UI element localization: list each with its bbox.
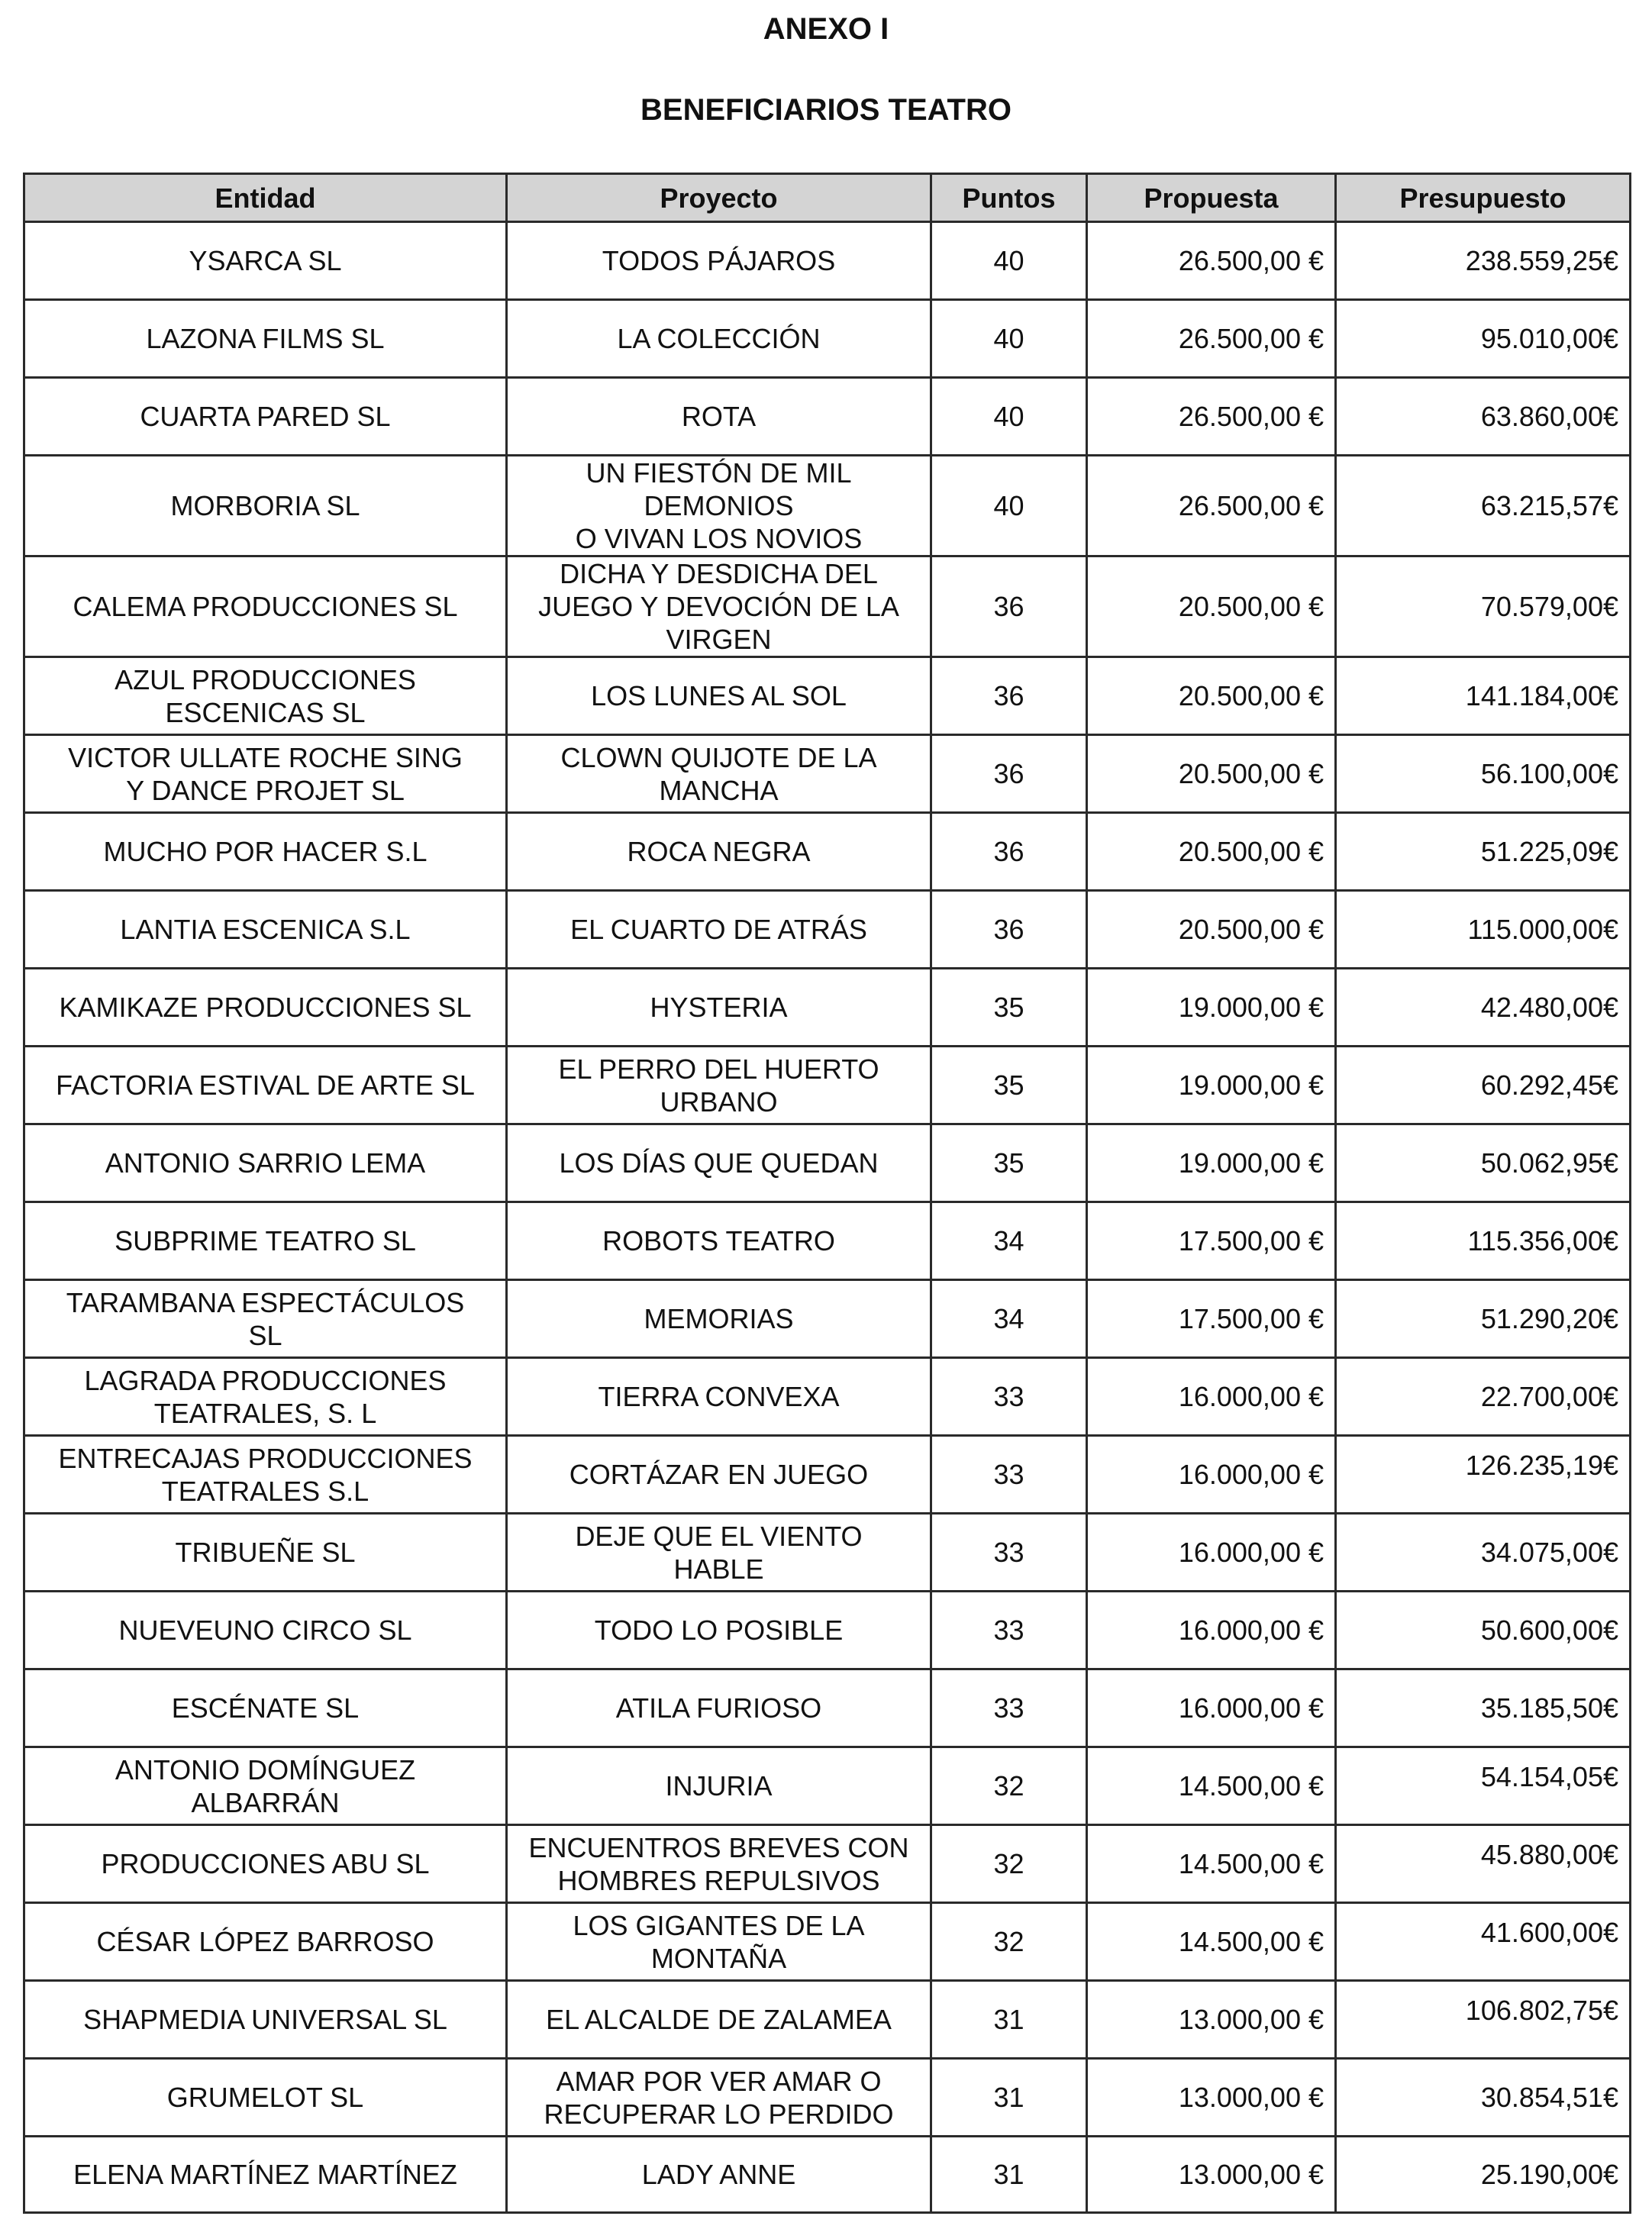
table-row bbox=[24, 891, 1631, 969]
entidad-cell: ANTONIO DOMÍNGUEZ ALBARRÁN bbox=[24, 1747, 507, 1825]
presupuesto-cell: 126.235,19€ bbox=[1336, 1436, 1631, 1514]
presupuesto-cell: 51.225,09€ bbox=[1336, 813, 1631, 891]
proyecto-cell: EL PERRO DEL HUERTO URBANO bbox=[507, 1047, 931, 1124]
entidad-cell: CUARTA PARED SL bbox=[24, 378, 507, 456]
propuesta-cell: 20.500,00 € bbox=[1087, 813, 1336, 891]
presupuesto-cell: 95.010,00€ bbox=[1336, 300, 1631, 378]
column-header-propuesta: Propuesta bbox=[1087, 174, 1336, 222]
table-row bbox=[24, 1825, 1631, 1903]
entidad-cell: NUEVEUNO CIRCO SL bbox=[24, 1592, 507, 1669]
puntos-cell: 35 bbox=[931, 969, 1087, 1047]
entidad-cell: ELENA MARTÍNEZ MARTÍNEZ bbox=[24, 2137, 507, 2213]
table-row bbox=[24, 1358, 1631, 1436]
presupuesto-cell: 22.700,00€ bbox=[1336, 1358, 1631, 1436]
proyecto-cell: LOS DÍAS QUE QUEDAN bbox=[507, 1124, 931, 1202]
puntos-cell: 32 bbox=[931, 1825, 1087, 1903]
puntos-cell: 33 bbox=[931, 1592, 1087, 1669]
proyecto-cell: EL ALCALDE DE ZALAMEA bbox=[507, 1981, 931, 2059]
propuesta-cell: 19.000,00 € bbox=[1087, 1047, 1336, 1124]
presupuesto-cell: 106.802,75€ bbox=[1336, 1981, 1631, 2059]
table-row bbox=[24, 1669, 1631, 1747]
table-row bbox=[24, 2059, 1631, 2137]
entidad-cell: CÉSAR LÓPEZ BARROSO bbox=[24, 1903, 507, 1981]
presupuesto-cell: 60.292,45€ bbox=[1336, 1047, 1631, 1124]
table-row bbox=[24, 2137, 1631, 2213]
proyecto-cell: ROCA NEGRA bbox=[507, 813, 931, 891]
propuesta-cell: 26.500,00 € bbox=[1087, 378, 1336, 456]
entidad-cell: ANTONIO SARRIO LEMA bbox=[24, 1124, 507, 1202]
entidad-cell: LAZONA FILMS SL bbox=[24, 300, 507, 378]
propuesta-cell: 16.000,00 € bbox=[1087, 1358, 1336, 1436]
proyecto-cell: CORTÁZAR EN JUEGO bbox=[507, 1436, 931, 1514]
entidad-cell: AZUL PRODUCCIONES ESCENICAS SL bbox=[24, 657, 507, 735]
table-row bbox=[24, 1514, 1631, 1592]
presupuesto-cell: 141.184,00€ bbox=[1336, 657, 1631, 735]
presupuesto-cell: 50.600,00€ bbox=[1336, 1592, 1631, 1669]
presupuesto-cell: 54.154,05€ bbox=[1336, 1747, 1631, 1825]
presupuesto-cell: 35.185,50€ bbox=[1336, 1669, 1631, 1747]
puntos-cell: 36 bbox=[931, 891, 1087, 969]
puntos-cell: 31 bbox=[931, 2059, 1087, 2137]
entidad-cell: SUBPRIME TEATRO SL bbox=[24, 1202, 507, 1280]
table-row bbox=[24, 969, 1631, 1047]
propuesta-cell: 16.000,00 € bbox=[1087, 1436, 1336, 1514]
column-header-proyecto: Proyecto bbox=[507, 174, 931, 222]
entidad-cell: TARAMBANA ESPECTÁCULOS SL bbox=[24, 1280, 507, 1358]
propuesta-cell: 26.500,00 € bbox=[1087, 456, 1336, 556]
presupuesto-cell: 238.559,25€ bbox=[1336, 222, 1631, 300]
entidad-cell: YSARCA SL bbox=[24, 222, 507, 300]
presupuesto-cell: 50.062,95€ bbox=[1336, 1124, 1631, 1202]
proyecto-cell: ROTA bbox=[507, 378, 931, 456]
table-row bbox=[24, 378, 1631, 456]
proyecto-cell: MEMORIAS bbox=[507, 1280, 931, 1358]
proyecto-cell: AMAR POR VER AMAR O RECUPERAR LO PERDIDO bbox=[507, 2059, 931, 2137]
propuesta-cell: 19.000,00 € bbox=[1087, 1124, 1336, 1202]
document-subtitle: BENEFICIARIOS TEATRO bbox=[640, 93, 1012, 127]
entidad-cell: GRUMELOT SL bbox=[24, 2059, 507, 2137]
puntos-cell: 36 bbox=[931, 735, 1087, 813]
propuesta-cell: 14.500,00 € bbox=[1087, 1903, 1336, 1981]
puntos-cell: 33 bbox=[931, 1669, 1087, 1747]
entidad-cell: LANTIA ESCENICA S.L bbox=[24, 891, 507, 969]
puntos-cell: 31 bbox=[931, 2137, 1087, 2213]
presupuesto-cell: 25.190,00€ bbox=[1336, 2137, 1631, 2213]
propuesta-cell: 16.000,00 € bbox=[1087, 1592, 1336, 1669]
proyecto-cell: UN FIESTÓN DE MIL DEMONIOS O VIVAN LOS NOVIOS bbox=[507, 456, 931, 556]
presupuesto-cell: 30.854,51€ bbox=[1336, 2059, 1631, 2137]
table-row bbox=[24, 1280, 1631, 1358]
table-row bbox=[24, 1436, 1631, 1514]
table-row bbox=[24, 1202, 1631, 1280]
table-row bbox=[24, 300, 1631, 378]
entidad-cell: SHAPMEDIA UNIVERSAL SL bbox=[24, 1981, 507, 2059]
proyecto-cell: LADY ANNE bbox=[507, 2137, 931, 2213]
proyecto-cell: TIERRA CONVEXA bbox=[507, 1358, 931, 1436]
entidad-cell: ESCÉNATE SL bbox=[24, 1669, 507, 1747]
proyecto-cell: DICHA Y DESDICHA DEL JUEGO Y DEVOCIÓN DE LA VIRGEN bbox=[507, 556, 931, 657]
propuesta-cell: 14.500,00 € bbox=[1087, 1747, 1336, 1825]
presupuesto-cell: 63.215,57€ bbox=[1336, 456, 1631, 556]
presupuesto-cell: 45.880,00€ bbox=[1336, 1825, 1631, 1903]
table-row bbox=[24, 1747, 1631, 1825]
table-row bbox=[24, 1047, 1631, 1124]
puntos-cell: 31 bbox=[931, 1981, 1087, 2059]
proyecto-cell: HYSTERIA bbox=[507, 969, 931, 1047]
propuesta-cell: 19.000,00 € bbox=[1087, 969, 1336, 1047]
propuesta-cell: 14.500,00 € bbox=[1087, 1825, 1336, 1903]
proyecto-cell: LOS GIGANTES DE LA MONTAÑA bbox=[507, 1903, 931, 1981]
proyecto-cell: LA COLECCIÓN bbox=[507, 300, 931, 378]
column-header-puntos: Puntos bbox=[931, 174, 1087, 222]
table-row bbox=[24, 1592, 1631, 1669]
column-header-presupuesto: Presupuesto bbox=[1336, 174, 1631, 222]
propuesta-cell: 17.500,00 € bbox=[1087, 1202, 1336, 1280]
puntos-cell: 36 bbox=[931, 556, 1087, 657]
column-header-entidad: Entidad bbox=[24, 174, 507, 222]
entidad-cell: CALEMA PRODUCCIONES SL bbox=[24, 556, 507, 657]
puntos-cell: 32 bbox=[931, 1903, 1087, 1981]
presupuesto-cell: 70.579,00€ bbox=[1336, 556, 1631, 657]
entidad-cell: VICTOR ULLATE ROCHE SING Y DANCE PROJET SL bbox=[24, 735, 507, 813]
proyecto-cell: CLOWN QUIJOTE DE LA MANCHA bbox=[507, 735, 931, 813]
propuesta-cell: 26.500,00 € bbox=[1087, 300, 1336, 378]
entidad-cell: TRIBUEÑE SL bbox=[24, 1514, 507, 1592]
table-row bbox=[24, 222, 1631, 300]
propuesta-cell: 20.500,00 € bbox=[1087, 735, 1336, 813]
presupuesto-cell: 51.290,20€ bbox=[1336, 1280, 1631, 1358]
puntos-cell: 40 bbox=[931, 456, 1087, 556]
puntos-cell: 34 bbox=[931, 1280, 1087, 1358]
propuesta-cell: 26.500,00 € bbox=[1087, 222, 1336, 300]
propuesta-cell: 13.000,00 € bbox=[1087, 2059, 1336, 2137]
propuesta-cell: 20.500,00 € bbox=[1087, 556, 1336, 657]
entidad-cell: MORBORIA SL bbox=[24, 456, 507, 556]
puntos-cell: 40 bbox=[931, 378, 1087, 456]
proyecto-cell: INJURIA bbox=[507, 1747, 931, 1825]
puntos-cell: 40 bbox=[931, 300, 1087, 378]
entidad-cell: MUCHO POR HACER S.L bbox=[24, 813, 507, 891]
table-row bbox=[24, 456, 1631, 556]
proyecto-cell: TODO LO POSIBLE bbox=[507, 1592, 931, 1669]
puntos-cell: 32 bbox=[931, 1747, 1087, 1825]
entidad-cell: FACTORIA ESTIVAL DE ARTE SL bbox=[24, 1047, 507, 1124]
table-row bbox=[24, 1981, 1631, 2059]
presupuesto-cell: 56.100,00€ bbox=[1336, 735, 1631, 813]
propuesta-cell: 20.500,00 € bbox=[1087, 891, 1336, 969]
propuesta-cell: 13.000,00 € bbox=[1087, 1981, 1336, 2059]
entidad-cell: KAMIKAZE PRODUCCIONES SL bbox=[24, 969, 507, 1047]
propuesta-cell: 17.500,00 € bbox=[1087, 1280, 1336, 1358]
table-row bbox=[24, 556, 1631, 657]
beneficiaries-table bbox=[23, 173, 1631, 2214]
proyecto-cell: TODOS PÁJAROS bbox=[507, 222, 931, 300]
proyecto-cell: ENCUENTROS BREVES CON HOMBRES REPULSIVOS bbox=[507, 1825, 931, 1903]
puntos-cell: 36 bbox=[931, 657, 1087, 735]
propuesta-cell: 16.000,00 € bbox=[1087, 1669, 1336, 1747]
entidad-cell: LAGRADA PRODUCCIONES TEATRALES, S. L bbox=[24, 1358, 507, 1436]
puntos-cell: 33 bbox=[931, 1514, 1087, 1592]
proyecto-cell: DEJE QUE EL VIENTO HABLE bbox=[507, 1514, 931, 1592]
puntos-cell: 36 bbox=[931, 813, 1087, 891]
puntos-cell: 33 bbox=[931, 1358, 1087, 1436]
puntos-cell: 35 bbox=[931, 1047, 1087, 1124]
proyecto-cell: LOS LUNES AL SOL bbox=[507, 657, 931, 735]
puntos-cell: 34 bbox=[931, 1202, 1087, 1280]
proyecto-cell: EL CUARTO DE ATRÁS bbox=[507, 891, 931, 969]
presupuesto-cell: 115.356,00€ bbox=[1336, 1202, 1631, 1280]
presupuesto-cell: 41.600,00€ bbox=[1336, 1903, 1631, 1981]
presupuesto-cell: 42.480,00€ bbox=[1336, 969, 1631, 1047]
table-header-row bbox=[24, 174, 1631, 222]
presupuesto-cell: 115.000,00€ bbox=[1336, 891, 1631, 969]
propuesta-cell: 16.000,00 € bbox=[1087, 1514, 1336, 1592]
table-row bbox=[24, 1903, 1631, 1981]
propuesta-cell: 20.500,00 € bbox=[1087, 657, 1336, 735]
presupuesto-cell: 63.860,00€ bbox=[1336, 378, 1631, 456]
table-body bbox=[24, 222, 1631, 2213]
entidad-cell: ENTRECAJAS PRODUCCIONES TEATRALES S.L bbox=[24, 1436, 507, 1514]
table-row bbox=[24, 657, 1631, 735]
table-row bbox=[24, 1124, 1631, 1202]
puntos-cell: 33 bbox=[931, 1436, 1087, 1514]
puntos-cell: 40 bbox=[931, 222, 1087, 300]
annex-title: ANEXO I bbox=[763, 12, 889, 46]
entidad-cell: PRODUCCIONES ABU SL bbox=[24, 1825, 507, 1903]
table-row bbox=[24, 735, 1631, 813]
puntos-cell: 35 bbox=[931, 1124, 1087, 1202]
proyecto-cell: ATILA FURIOSO bbox=[507, 1669, 931, 1747]
table-row bbox=[24, 813, 1631, 891]
presupuesto-cell: 34.075,00€ bbox=[1336, 1514, 1631, 1592]
proyecto-cell: ROBOTS TEATRO bbox=[507, 1202, 931, 1280]
propuesta-cell: 13.000,00 € bbox=[1087, 2137, 1336, 2213]
